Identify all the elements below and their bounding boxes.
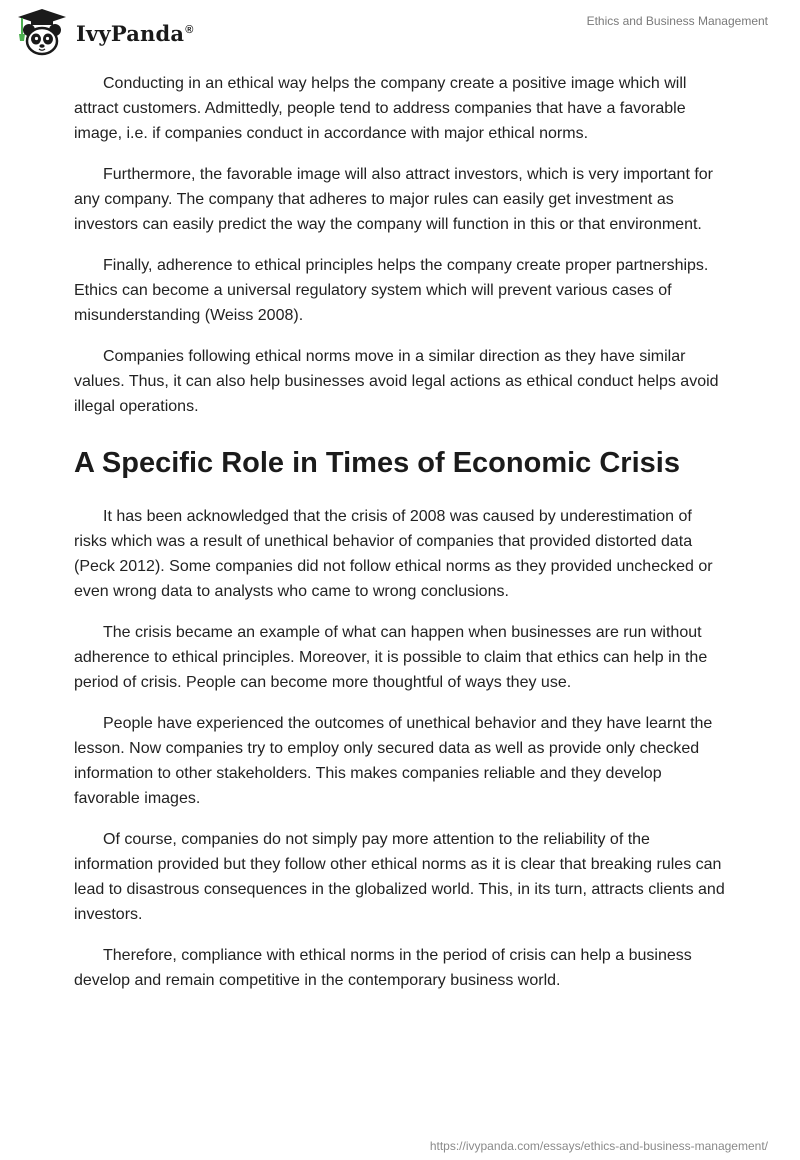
paragraph: People have experienced the outcomes of unethical behavior and they have learnt the lesson. Now companies try to employ only secured data as well as provide only checked information to other stakeholders. This makes companies reliable and they develop favorable images.: [74, 715, 713, 807]
brand-name: IvyPanda®: [76, 20, 194, 46]
paragraph: Therefore, compliance with ethical norms in the period of crisis can help a business develop and remain competitive in the contemporary business world.: [74, 947, 692, 989]
brand-logo[interactable]: [14, 8, 194, 58]
section-heading: A Specific Role in Times of Economic Crisis: [74, 447, 680, 479]
paragraph: Companies following ethical norms move in a similar direction as they have similar values. Thus, it can also help businesses avoid legal actions as ethical conduct helps avoid illegal operations.: [74, 348, 719, 415]
paragraph: Furthermore, the favorable image will also attract investors, which is very important for any company. The company that adheres to major rules can easily get investment as investors can easily predict the way the company will function in this or that environment.: [74, 166, 714, 233]
paragraph: Of course, companies do not simply pay more attention to the reliability of the information provided but they follow other ethical norms as it is clear that breaking rules can lead to disastrous consequences in the globalized world. This, in its turn, attracts clients and investors.: [74, 831, 725, 923]
source-url[interactable]: https://ivypanda.com/essays/ethics-and-business-management/: [429, 1139, 768, 1153]
paragraph: Finally, adherence to ethical principles helps the company create proper partnerships. Ethics can become a universal regulatory system which will prevent various cases of misunderstanding (Weiss 2008).: [74, 257, 709, 324]
paragraph: Conducting in an ethical way helps the company create a positive image which will attract customers. Admittedly, people tend to address companies that have a favorable image, i.e. if companies conduct in accordance with major ethical norms.: [74, 75, 687, 142]
paragraph: It has been acknowledged that the crisis of 2008 was caused by underestimation of risks which was a result of unethical behavior of companies that provided distorted data (Peck 2012). Some companies did not follow ethical norms as they provided unchecked or even wrong data to analysts who came to wrong conclusions.: [74, 508, 713, 600]
registered-mark: ®: [185, 23, 194, 36]
essay-body: [74, 71, 728, 1009]
page-header: [0, 0, 800, 64]
panda-graduate-icon: [14, 8, 70, 58]
document-title: Ethics and Business Management: [586, 14, 768, 28]
paragraph: The crisis became an example of what can happen when businesses are run without adherence to ethical principles. Moreover, it is possible to claim that ethics can help in the period of crisis. People can become more thoughtful of ways they use.: [74, 624, 708, 691]
